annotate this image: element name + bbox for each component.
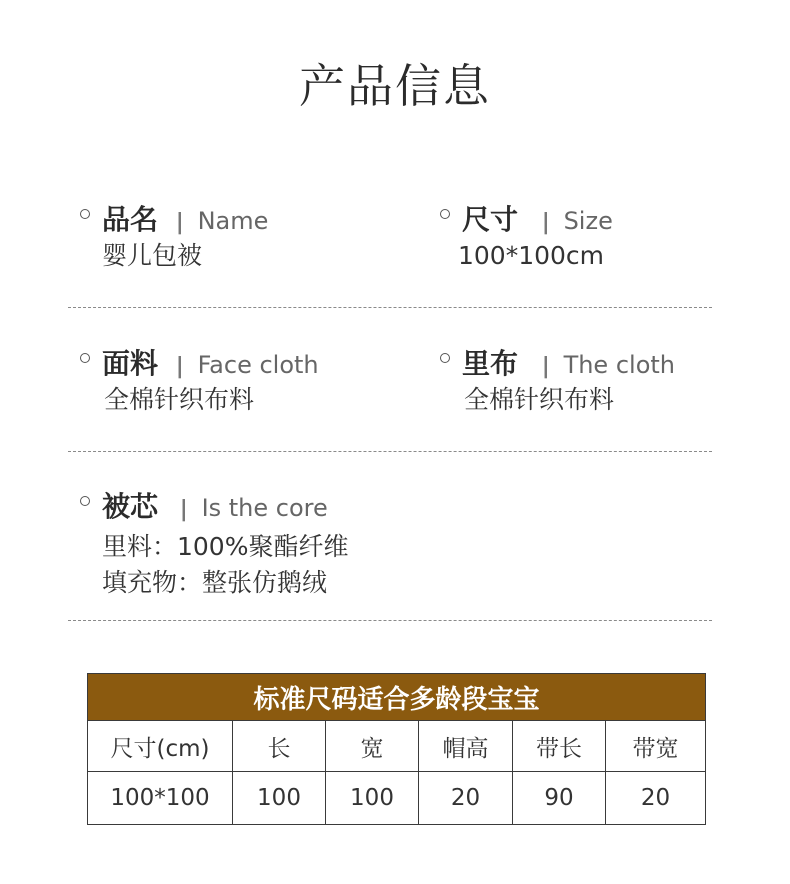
field-lining-value: 全棉针织布料 (464, 385, 615, 414)
field-face (80, 342, 319, 418)
field-size-value: 100*100cm (458, 241, 605, 270)
field-name-value: 婴儿包被 (102, 241, 203, 270)
size-table-header: 尺寸(cm) (88, 721, 233, 772)
field-core-separator: | (179, 497, 188, 522)
field-size-heading (462, 198, 613, 238)
field-core-heading (102, 485, 328, 525)
size-table-cell: 20 (606, 772, 706, 825)
field-size (440, 198, 613, 274)
field-core-line1: 里料：100%聚酯纤维 (102, 532, 349, 561)
circle-bullet-icon (80, 353, 90, 363)
size-table-cell: 90 (513, 772, 606, 825)
field-size-separator: | (541, 210, 550, 235)
size-table-header: 宽 (326, 721, 419, 772)
field-lining-separator: | (541, 354, 550, 379)
field-name-label: 品名 (102, 203, 159, 236)
size-table-cell: 20 (419, 772, 513, 825)
size-table (87, 673, 706, 825)
field-name-en: Name (197, 207, 269, 235)
page-title: 产品信息 (299, 59, 491, 113)
field-name-separator: | (175, 210, 184, 235)
field-face-value: 全棉针织布料 (104, 385, 255, 414)
size-table-header: 帽高 (419, 721, 513, 772)
circle-bullet-icon (440, 209, 450, 219)
field-core-line2: 填充物：整张仿鹅绒 (102, 568, 328, 597)
size-table-header: 带宽 (606, 721, 706, 772)
dashed-divider (68, 620, 712, 621)
field-name (80, 198, 269, 274)
field-name-heading (102, 198, 268, 238)
table-row (88, 772, 706, 825)
field-lining-label: 里布 (462, 347, 519, 380)
size-table-caption: 标准尺码适合多龄段宝宝 (88, 674, 706, 721)
field-face-en: Face cloth (197, 351, 319, 379)
field-face-separator: | (175, 354, 184, 379)
dashed-divider (68, 451, 712, 452)
field-lining-en: The cloth (563, 351, 675, 379)
field-face-heading (102, 342, 319, 382)
size-table-header-row (88, 721, 706, 772)
field-face-label: 面料 (102, 347, 159, 380)
size-table-cell: 100 (233, 772, 326, 825)
field-lining-heading (462, 342, 675, 382)
circle-bullet-icon (80, 209, 90, 219)
circle-bullet-icon (440, 353, 450, 363)
field-size-en: Size (563, 207, 613, 235)
field-size-label: 尺寸 (462, 203, 519, 236)
size-table-header: 长 (233, 721, 326, 772)
size-table-cell: 100 (326, 772, 419, 825)
field-core-label: 被芯 (102, 490, 159, 523)
size-table-cell: 100*100 (88, 772, 233, 825)
circle-bullet-icon (80, 496, 90, 506)
field-core (80, 485, 348, 601)
field-lining (440, 342, 675, 418)
field-core-en: Is the core (201, 494, 328, 522)
size-table-header: 带长 (513, 721, 606, 772)
dashed-divider (68, 307, 712, 308)
